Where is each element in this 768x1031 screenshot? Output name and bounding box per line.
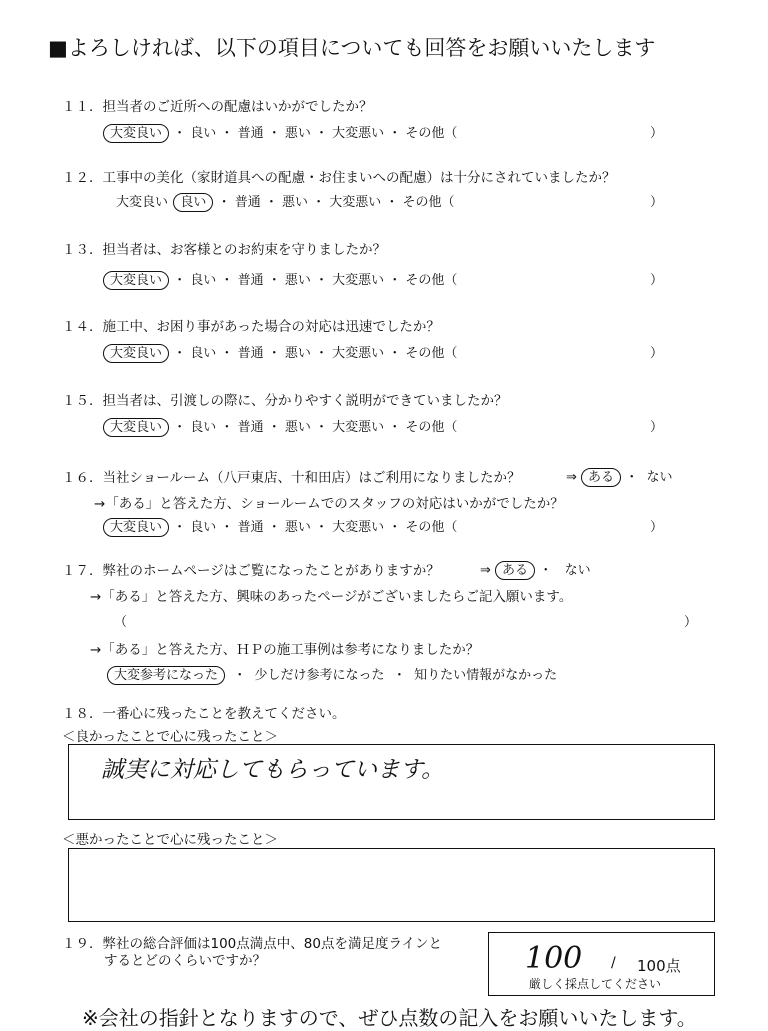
q13-selected-very-good[interactable]: 大変良い [103, 271, 169, 290]
q11-option-very-bad[interactable]: 大変悪い [332, 126, 385, 141]
question-13: １３．担当者は、お客様とのお約束を守りましたか？ [62, 242, 386, 258]
q16-selected-very-good[interactable]: 大変良い [103, 518, 169, 537]
q12-options: 大変良い 良い ・ 普通 ・ 悪い ・ 大変悪い ・ その他（ [116, 195, 455, 210]
q19-score-box[interactable] [488, 932, 715, 996]
q17-option-not-helpful[interactable]: 知りたい情報がなかった [414, 668, 558, 683]
q17-sub-question-1: →「ある」と答えた方、興味のあったページがございましたらご記入願います。 [90, 589, 573, 605]
q11-options: 大変良い ・ 良い ・ 普通 ・ 悪い ・ 大変悪い ・ その他（ [110, 122, 457, 141]
q17-selected-very-helpful[interactable]: 大変参考になった [107, 666, 225, 685]
q15-option-very-bad[interactable]: 大変悪い [332, 420, 385, 435]
q13-option-bad[interactable]: 悪い [284, 273, 311, 288]
q17-sub-question-2: →「ある」と答えた方、ＨＰの施工事例は参考になりましたか？ [90, 642, 480, 658]
q13-paren-close: ） [650, 273, 664, 288]
q16-selected-yes[interactable]: ある [581, 468, 621, 487]
q12-option-very-bad[interactable]: 大変悪い [329, 195, 382, 210]
q11-option-other[interactable]: その他（ [405, 126, 458, 141]
q17-selected-yes[interactable]: ある [495, 561, 535, 580]
question-18: １８．一番心に残ったことを教えてください。 [62, 706, 346, 722]
q17-yes-no: ⇒ ある ・ ない [480, 563, 591, 578]
question-15: １５．担当者は、引渡しの際に、分かりやすく説明ができていましたか？ [62, 393, 508, 409]
q12-option-bad[interactable]: 悪い [281, 195, 308, 210]
q14-paren-close: ） [650, 346, 664, 361]
q18-bad-answer-box[interactable] [68, 848, 715, 922]
q13-option-very-bad[interactable]: 大変悪い [332, 273, 385, 288]
q14-options: 大変良い ・ 良い ・ 普通 ・ 悪い ・ 大変悪い ・ その他（ [110, 342, 457, 361]
question-19-line-1: １９．弊社の総合評価は100点満点中、80点を満足度ラインと [62, 936, 443, 952]
q17-paren-open: （ [114, 615, 128, 630]
question-16: １６．当社ショールーム（八戸東店、十和田店）はご利用になりましたか？ [62, 470, 521, 486]
q13-option-normal[interactable]: 普通 [237, 273, 264, 288]
question-17: １７．弊社のホームページはご覧になったことがありますか？ [62, 563, 440, 579]
question-11: １１．担当者のご近所への配慮はいかがでしたか？ [62, 99, 373, 115]
q16-option-other[interactable]: その他（ [405, 520, 458, 535]
q15-options: 大変良い ・ 良い ・ 普通 ・ 悪い ・ 大変悪い ・ その他（ [110, 416, 457, 435]
q19-slash: / [611, 955, 616, 971]
q16-option-good[interactable]: 良い [190, 520, 217, 535]
q18-good-label: ＜良かったことで心に残ったこと＞ [62, 729, 278, 745]
q13-options: 大変良い ・ 良い ・ 普通 ・ 悪い ・ 大変悪い ・ その他（ [110, 269, 457, 288]
q15-option-bad[interactable]: 悪い [284, 420, 311, 435]
q19-max-score: 100点 [637, 957, 681, 975]
q16-option-no[interactable]: ない [646, 470, 673, 485]
q12-selected-good[interactable]: 良い [173, 193, 213, 212]
q18-good-answer-box[interactable] [68, 744, 715, 820]
q17-paren-close: ） [684, 615, 698, 630]
q16-option-very-bad[interactable]: 大変悪い [332, 520, 385, 535]
q18-good-answer-handwriting: 誠実に対応してもらっています。 [101, 757, 445, 783]
q11-option-normal[interactable]: 普通 [237, 126, 264, 141]
q11-selected-very-good[interactable]: 大変良い [103, 124, 169, 143]
q17-arrow: ⇒ [480, 563, 491, 578]
q15-option-other[interactable]: その他（ [405, 420, 458, 435]
q16-option-bad[interactable]: 悪い [284, 520, 311, 535]
q18-bad-label: ＜悪かったことで心に残ったこと＞ [62, 832, 278, 848]
q13-option-good[interactable]: 良い [190, 273, 217, 288]
q16-sub-question: →「ある」と答えた方、ショールームでのスタッフの対応はいかがでしたか？ [94, 496, 564, 512]
q12-option-other[interactable]: その他（ [402, 195, 455, 210]
q16-arrow: ⇒ [566, 470, 577, 485]
q16-option-normal[interactable]: 普通 [237, 520, 264, 535]
q14-selected-very-good[interactable]: 大変良い [103, 344, 169, 363]
q16-yes-no: ⇒ ある ・ ない [566, 470, 673, 485]
q12-option-very-good[interactable]: 大変良い [116, 195, 169, 210]
q14-option-good[interactable]: 良い [190, 346, 217, 361]
q15-option-good[interactable]: 良い [190, 420, 217, 435]
q15-paren-close: ） [650, 420, 664, 435]
q15-option-normal[interactable]: 普通 [237, 420, 264, 435]
q11-option-good[interactable]: 良い [190, 126, 217, 141]
q17-option-no[interactable]: ない [564, 563, 591, 578]
q11-paren-close: ） [650, 126, 664, 141]
page-title: ■よろしければ、以下の項目についても回答をお願いいたします [48, 36, 656, 60]
q14-option-normal[interactable]: 普通 [237, 346, 264, 361]
q16-paren-close: ） [650, 520, 664, 535]
question-19-line-2: するとどのくらいですか？ [104, 953, 266, 969]
q16-options: 大変良い ・ 良い ・ 普通 ・ 悪い ・ 大変悪い ・ その他（ [110, 516, 457, 535]
q19-note: 厳しく採点してください [529, 977, 662, 991]
q15-selected-very-good[interactable]: 大変良い [103, 418, 169, 437]
q12-paren-close: ） [650, 195, 664, 210]
question-12: １２．工事中の美化（家財道具への配慮・お住まいへの配慮）は十分にされていましたか？ [62, 170, 616, 186]
q14-option-other[interactable]: その他（ [405, 346, 458, 361]
q11-option-bad[interactable]: 悪い [284, 126, 311, 141]
q14-option-bad[interactable]: 悪い [284, 346, 311, 361]
footer-note: ※会社の指針となりますので、ぜひ点数の記入をお願いいたします。 [82, 1006, 697, 1030]
q17-options: 大変参考になった ・ 少しだけ参考になった ・ 知りたい情報がなかった [114, 664, 557, 683]
q12-option-normal[interactable]: 普通 [234, 195, 261, 210]
q14-option-very-bad[interactable]: 大変悪い [332, 346, 385, 361]
q19-score-handwriting: 100 [525, 941, 583, 976]
question-14: １４．施工中、お困り事があった場合の対応は迅速でしたか？ [62, 319, 440, 335]
q13-option-other[interactable]: その他（ [405, 273, 458, 288]
q17-option-slightly-helpful[interactable]: 少しだけ参考になった [254, 668, 385, 683]
